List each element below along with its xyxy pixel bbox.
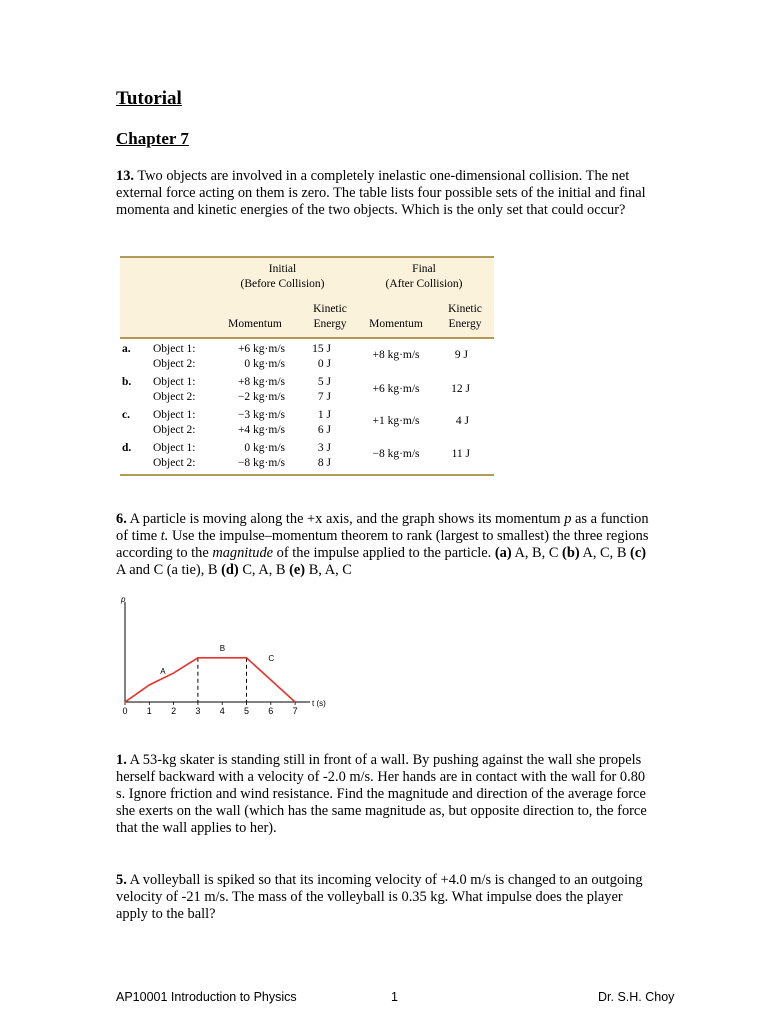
region-label-a: A bbox=[160, 666, 166, 676]
row-d-p1: 0 kg·m/s bbox=[244, 442, 285, 454]
row-c-object-1: Object 1: bbox=[153, 409, 196, 421]
row-c-final-ke: 4 J bbox=[455, 415, 469, 427]
footer-author: Dr. S.H. Choy bbox=[598, 990, 675, 1004]
question-6-magnitude: magnitude bbox=[212, 545, 274, 561]
question-6-p-var: p bbox=[564, 511, 572, 527]
col-initial-momentum: Momentum bbox=[228, 318, 282, 330]
row-c-ke2: 6 J bbox=[317, 424, 331, 436]
col-final-momentum: Momentum bbox=[369, 318, 423, 330]
x-tick-label: 2 bbox=[171, 706, 177, 716]
row-a-p2: 0 kg·m/s bbox=[244, 358, 285, 370]
row-d-p2: −8 kg·m/s bbox=[237, 457, 285, 469]
question-6-t-var: t. bbox=[160, 528, 169, 544]
region-dividers bbox=[198, 658, 247, 702]
final-heading: Final bbox=[412, 263, 436, 275]
row-c-final-p: +1 kg·m/s bbox=[372, 415, 420, 427]
row-a-final-ke: 9 J bbox=[454, 349, 468, 361]
chapter-heading: Chapter 7 bbox=[116, 129, 189, 148]
footer-page-number: 1 bbox=[391, 990, 398, 1004]
row-c-p1: −3 kg·m/s bbox=[237, 409, 285, 421]
option-e-label: (e) bbox=[289, 562, 306, 578]
option-e-text: B, A, C bbox=[305, 562, 352, 578]
option-b-text: A, C, B bbox=[579, 545, 631, 561]
question-6-text-3: Use the impulse–momentum theorem to rank (largest to smallest) the three regions according to the bbox=[116, 528, 649, 561]
row-d-final-p: −8 kg·m/s bbox=[372, 448, 420, 460]
momentum-series-line bbox=[125, 658, 295, 702]
row-b-final-ke: 12 J bbox=[451, 383, 470, 395]
final-subheading: (After Collision) bbox=[385, 278, 463, 290]
option-a-label: (a) bbox=[494, 545, 512, 561]
row-a-object-2: Object 2: bbox=[153, 358, 196, 370]
option-d-label: (d) bbox=[221, 562, 239, 578]
row-b-p2: −2 kg·m/s bbox=[237, 391, 285, 403]
row-d-object-2: Object 2: bbox=[153, 457, 196, 469]
col-final-energy: Energy bbox=[448, 318, 482, 330]
row-a-p1: +6 kg·m/s bbox=[237, 343, 285, 355]
momentum-energy-table bbox=[120, 256, 494, 476]
initial-subheading: (Before Collision) bbox=[240, 278, 325, 290]
question-1 bbox=[116, 752, 656, 837]
row-a-ke1: 15 J bbox=[312, 343, 331, 355]
x-tick-label: 0 bbox=[122, 706, 128, 716]
row-a-final-p: +8 kg·m/s bbox=[372, 349, 420, 361]
y-axis-label: p bbox=[121, 595, 126, 604]
x-tick-label: 3 bbox=[195, 706, 201, 716]
question-6 bbox=[116, 511, 656, 579]
question-6-text-1: A particle is moving along the +x axis, and the graph shows its momentum bbox=[129, 511, 565, 527]
momentum-time-graph bbox=[110, 592, 350, 722]
row-d-ke2: 8 J bbox=[317, 457, 331, 469]
row-a-object-1: Object 1: bbox=[153, 343, 196, 355]
row-b-p1: +8 kg·m/s bbox=[237, 376, 285, 388]
row-c-ke1: 1 J bbox=[317, 409, 331, 421]
row-d-object-1: Object 1: bbox=[153, 442, 196, 454]
question-6-text-4: of the impulse applied to the particle. bbox=[273, 545, 495, 561]
footer-course: AP10001 Introduction to Physics bbox=[116, 990, 297, 1004]
question-13 bbox=[116, 168, 656, 219]
col-final-kinetic: Kinetic bbox=[448, 303, 482, 315]
question-1-text: A 53-kg skater is standing still in front of a wall. By pushing against the wall she propels herself backward with a velocity of -2.0 m/s. Her hands are in contact with the wall for 0.80 s. Ignore friction and wind resistance. Find the magnitude and direction of the average force she exerts on the wall (which has the same magnitude as, but opposite direction to, the force that the wall applies to her). bbox=[116, 752, 647, 836]
col-initial-kinetic: Kinetic bbox=[313, 303, 347, 315]
question-5 bbox=[116, 872, 656, 923]
x-axis-label: t (s) bbox=[312, 699, 326, 708]
initial-heading: Initial bbox=[268, 263, 297, 275]
row-d-label: d. bbox=[122, 442, 132, 454]
x-tick-label: 1 bbox=[146, 706, 152, 716]
question-6-text-2: as a function of time bbox=[116, 511, 649, 544]
row-b-label: b. bbox=[122, 376, 132, 388]
question-5-text: A volleyball is spiked so that its incoming velocity of +4.0 m/s is changed to an outgoing velocity of -21 m/s. The mass of the volleyball is 0.35 kg. What impulse does the player apply to the ball? bbox=[116, 872, 643, 922]
option-d-text: C, A, B bbox=[238, 562, 290, 578]
x-tick-label: 6 bbox=[268, 706, 274, 716]
table-top-rule bbox=[120, 256, 494, 258]
table-bottom-rule bbox=[120, 474, 494, 476]
question-13-number: 13. bbox=[116, 168, 134, 184]
table-header-rule bbox=[120, 337, 494, 339]
question-6-number: 6. bbox=[116, 511, 127, 527]
row-b-final-p: +6 kg·m/s bbox=[372, 383, 420, 395]
option-c-text: A and C (a tie), B bbox=[116, 562, 222, 578]
x-tick-label: 4 bbox=[219, 706, 225, 716]
x-tick-label: 7 bbox=[292, 706, 298, 716]
row-d-ke1: 3 J bbox=[317, 442, 331, 454]
region-label-c: C bbox=[268, 654, 275, 664]
row-c-p2: +4 kg·m/s bbox=[237, 424, 285, 436]
col-initial-energy: Energy bbox=[313, 318, 347, 330]
row-a-label: a. bbox=[122, 343, 131, 355]
row-d-final-ke: 11 J bbox=[451, 448, 470, 460]
region-label-b: B bbox=[219, 644, 226, 653]
question-5-number: 5. bbox=[116, 872, 127, 888]
row-c-object-2: Object 2: bbox=[153, 424, 196, 436]
question-13-text: Two objects are involved in a completely inelastic one-dimensional collision. The net external force acting on them is zero. The table lists four possible sets of the initial and final momenta and kinetic energies of the two objects. Which is the only set that could occur? bbox=[116, 168, 646, 218]
row-a-ke2: 0 J bbox=[317, 358, 331, 370]
option-b-label: (b) bbox=[562, 545, 580, 561]
row-b-object-1: Object 1: bbox=[153, 376, 196, 388]
row-c-label: c. bbox=[122, 409, 130, 421]
question-1-number: 1. bbox=[116, 752, 127, 768]
x-tick-label: 5 bbox=[243, 706, 250, 716]
row-b-object-2: Object 2: bbox=[153, 391, 196, 403]
row-b-ke2: 7 J bbox=[317, 391, 331, 403]
page-title: Tutorial bbox=[116, 88, 182, 109]
x-ticks bbox=[122, 702, 297, 716]
row-b-ke1: 5 J bbox=[317, 376, 331, 388]
option-a-text: A, B, C bbox=[511, 545, 563, 561]
option-c-label: (c) bbox=[630, 545, 647, 561]
